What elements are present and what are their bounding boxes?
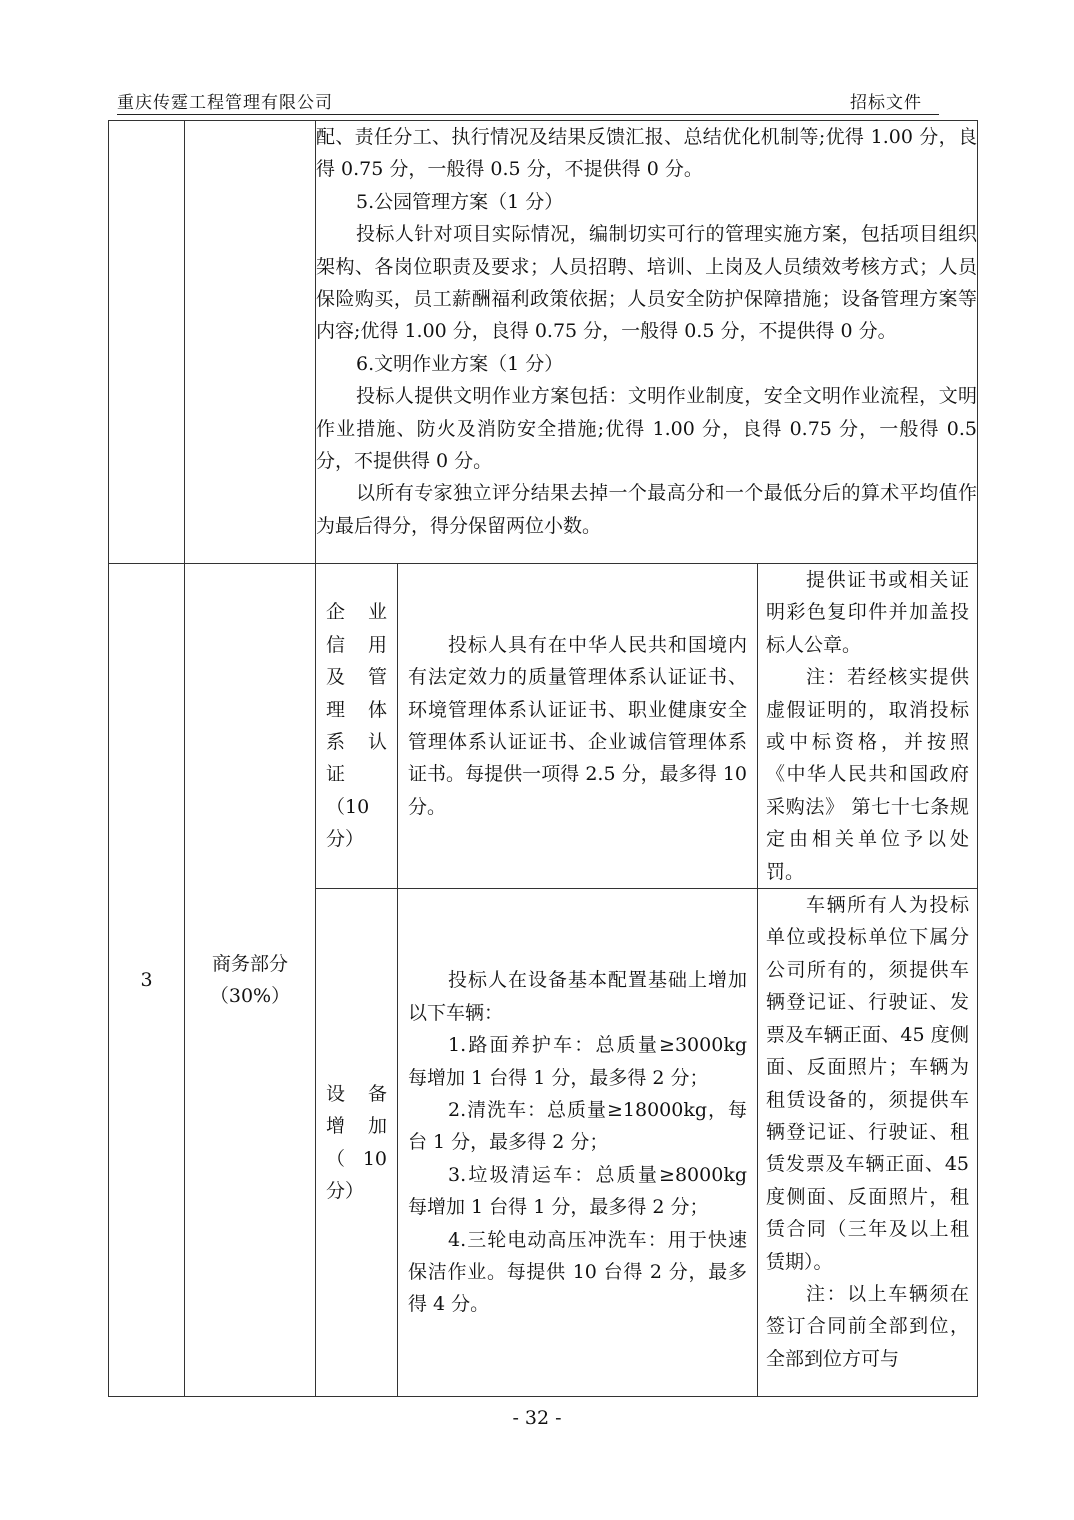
table-row — [109, 564, 978, 889]
scoring-table — [108, 120, 978, 1397]
description-cell — [398, 889, 758, 1397]
description-text: 3.垃圾清运车：总质量≥8000kg 每增加 1 台得 1 分，最多得 2 分； — [408, 1163, 747, 1219]
section-category — [185, 564, 316, 1397]
subject-char: （ — [326, 1147, 346, 1170]
subject-char: 企 — [326, 601, 346, 624]
continuation-line: 配、责任分工、执行情况及结果反馈汇报、总结优化机制等;优得 1.00 分，良得 0.75 分，一般得 0.5 分，不提供得 0 分。 — [316, 126, 977, 181]
note-text: 车辆所有人为投标单位或投标单位下属分公司所有的，须提供车辆登记证、行驶证、发票及车辆正面、45 度侧面、反面照片；车辆为租赁设备的，须提供车辆登记证、行驶证、租赁发票及车辆正面、45 度侧面、反面照片，租赁合同（三年及以上租赁期）。 — [766, 894, 969, 1273]
category-cell-empty — [185, 121, 316, 564]
category-weight: （30%） — [209, 985, 291, 1008]
continuation-line: 投标人提供文明作业方案包括：文明作业制度，安全文明作业流程，文明作业措施、防火及消防安全措施;优得 1.00 分，良得 0.75 分，一般得 0.5 分，不提供得 0 分。 — [316, 385, 977, 473]
subject-char: 认 — [367, 731, 387, 754]
subject-char: 业 — [367, 601, 387, 624]
note-cell — [758, 564, 978, 889]
subject-char: 设 — [326, 1082, 346, 1105]
subject-char: 管 — [367, 666, 387, 689]
subject-char: 增 — [326, 1115, 346, 1138]
description-text: 4.三轮电动高压冲洗车：用于快速保洁作业。每提供 10 台得 2 分，最多得 4 分。 — [408, 1228, 747, 1316]
header-divider — [117, 114, 939, 115]
note-text: 注：以上车辆须在签订合同前全部到位，全部到位方可与 — [766, 1282, 969, 1370]
subject-char: 系 — [326, 731, 346, 754]
table-row — [109, 121, 978, 564]
description-text: 1.路面养护车：总质量≥3000kg 每增加 1 台得 1 分，最多得 2 分； — [408, 1034, 747, 1089]
section-number: 3 — [109, 564, 185, 1397]
continuation-line: 投标人针对项目实际情况，编制切实可行的管理实施方案，包括项目组织架构、各岗位职责及要求；人员招聘、培训、上岗及人员绩效考核方式；人员保险购买，员工薪酬福利政策依据；人员安全防护保障措施；设备管理方案等内容;优得 1.00 分，良得 0.75 分，一般得 0.5 分，不提供得 0 分。 — [316, 223, 977, 343]
continuation-line: 以所有专家独立评分结果去掉一个最高分和一个最低分后的算术平均值作为最后得分，得分保留两位小数。 — [316, 482, 977, 537]
subject-char: 用 — [367, 633, 387, 656]
header-company: 重庆传霆工程管理有限公司 — [117, 93, 333, 113]
subject-cell — [316, 889, 398, 1397]
description-text: 投标人具有在中华人民共和国境内有法定效力的质量管理体系认证证书、环境管理体系认证证书、职业健康安全管理体系认证证书、企业诚信管理体系证书。每提供一项得 2.5 分，最多得 10 分。 — [408, 633, 747, 818]
note-cell — [758, 889, 978, 1397]
description-text: 2.清洗车：总质量≥18000kg，每台 1 分，最多得 2 分； — [408, 1098, 747, 1154]
continuation-heading: 5.公园管理方案（1 分） — [356, 190, 564, 213]
category-name: 商务部分 — [211, 953, 288, 976]
subject-char: 及 — [326, 666, 346, 689]
subject-char: 分） — [326, 828, 365, 851]
header-doc-type: 招标文件 — [850, 93, 922, 113]
subject-char: 信 — [326, 633, 346, 656]
note-text: 提供证书或相关证明彩色复印件并加盖投标人公章。 — [766, 569, 969, 656]
subject-char: 加 — [367, 1115, 387, 1138]
description-text: 投标人在设备基本配置基础上增加以下车辆： — [408, 969, 747, 1024]
subject-char: 体 — [367, 698, 387, 721]
continuation-heading: 6.文明作业方案（1 分） — [356, 352, 564, 375]
subject-char: 分） — [326, 1179, 365, 1202]
subject-char: 理 — [326, 698, 346, 721]
subject-char: 备 — [367, 1082, 387, 1105]
note-text: 注：若经核实提供虚假证明的，取消投标或中标资格，并按照《中华人民共和国政府采购法》 第七十七条规定由相关单位予以处罚。 — [766, 666, 969, 883]
number-cell-empty — [109, 121, 185, 564]
subject-cell — [316, 564, 398, 889]
subject-char: 证（10 — [326, 763, 370, 818]
description-cell — [398, 564, 758, 889]
page-number: - 32 - — [512, 1407, 562, 1429]
continuation-text-cell — [316, 121, 978, 564]
subject-char: 10 — [362, 1147, 387, 1170]
